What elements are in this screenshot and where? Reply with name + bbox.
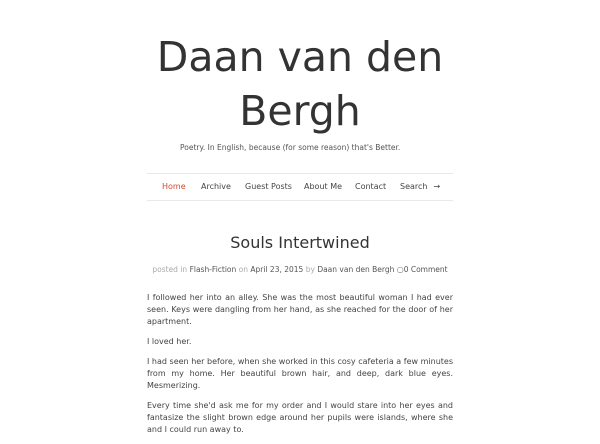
site-title-line-1[interactable]: Daan van den — [156, 33, 444, 81]
posted-in-label: posted in — [152, 265, 188, 274]
site-title-line-2[interactable]: Bergh — [239, 87, 361, 135]
post-title[interactable]: Souls Intertwined — [230, 233, 370, 252]
post-date[interactable]: April 23, 2015 — [250, 265, 304, 274]
paragraph: I had seen her before, when she worked in this cosy cafeteria a few minutes from my home. Her beautiful brown hair, and deep, dark blue eyes. Mesmerizing. — [147, 357, 453, 390]
nav-item-search[interactable] — [400, 182, 440, 191]
nav-item-home[interactable]: Home — [162, 182, 186, 191]
on-label: on — [238, 265, 248, 274]
paragraph: Every time she'd ask me for my order and I would stare into her eyes and fantasize the slight brown edge around her pupils were islands, where she and I could run away to. — [147, 401, 453, 434]
nav-item-about-me[interactable]: About Me — [304, 182, 343, 191]
nav-item-archive[interactable]: Archive — [201, 182, 231, 191]
arrow-right-icon: → — [433, 182, 441, 191]
site-title[interactable] — [0, 30, 600, 138]
site-tagline: Poetry. In English, because (for some reason) that's Better. — [180, 143, 401, 152]
by-label: by — [305, 265, 315, 274]
main-nav — [147, 173, 453, 201]
nav-item-contact[interactable]: Contact — [355, 182, 387, 191]
nav-item-guest-posts[interactable]: Guest Posts — [245, 182, 292, 191]
nav-search-label: Search — [400, 182, 428, 191]
author-link[interactable]: Daan van den Bergh — [317, 265, 395, 274]
paragraph: I loved her. — [147, 337, 192, 346]
post-content — [147, 292, 453, 444]
paragraph: I followed her into an alley. She was the most beautiful woman I had ever seen. Keys were dangling from her hand, as she reached for the door of her apartment. — [147, 293, 453, 326]
comments-link[interactable]: 0 Comment — [403, 265, 448, 274]
post-meta — [0, 265, 600, 274]
comment-icon: ○ — [396, 265, 404, 274]
category-link[interactable]: Flash-Fiction — [189, 265, 237, 274]
